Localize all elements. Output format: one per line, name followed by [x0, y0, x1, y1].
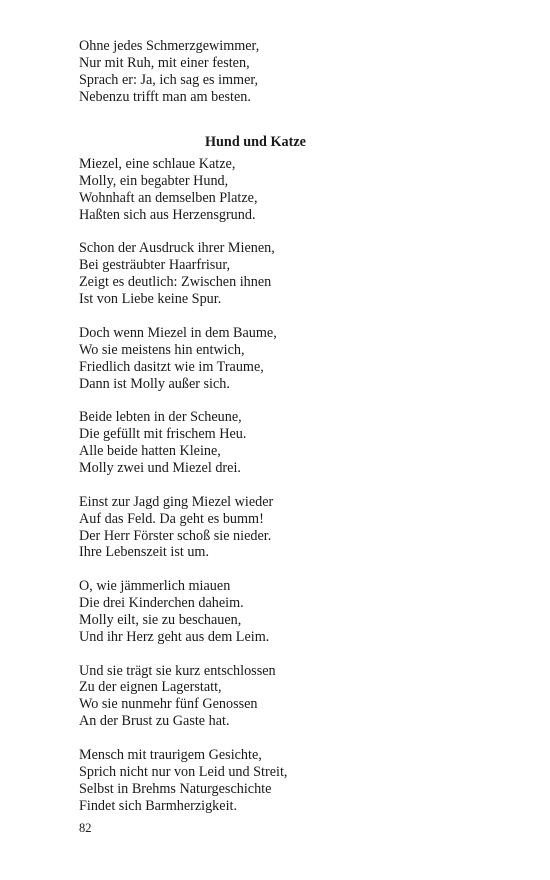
stanza-gap [79, 308, 379, 325]
verse-line: Findet sich Barmherzigkeit. [79, 797, 237, 814]
verse-line: Einst zur Jagd ging Miezel wieder [79, 493, 274, 510]
verse-line: Ist von Liebe keine Spur. [79, 291, 222, 308]
verse-line: Nur mit Ruh, mit einer festen, [79, 54, 250, 71]
verse-line: Und ihr Herz geht aus dem Leim. [79, 628, 270, 645]
verse-line: Sprich nicht nur von Leid und Streit, [79, 763, 288, 780]
stanza [79, 409, 379, 477]
verse-line: Sprach er: Ja, ich sag es immer, [79, 71, 259, 88]
verse-line: Die drei Kinderchen daheim. [79, 595, 244, 612]
stanza [79, 578, 379, 646]
stanza [79, 494, 379, 562]
verse-line: Molly, ein begabter Hund, [79, 172, 229, 189]
verse-line: Haßten sich aus Herzensgrund. [79, 206, 256, 223]
verse-line: Der Herr Förster schoß sie nieder. [79, 527, 272, 544]
verse-line: Molly eilt, sie zu beschauen, [79, 611, 242, 628]
intro-stanza [79, 38, 379, 106]
stanza-gap [79, 392, 379, 409]
verse-line: Molly zwei und Miezel drei. [79, 459, 241, 476]
stanza-gap [79, 730, 379, 747]
verse-line: Auf das Feld. Da geht es bumm! [79, 510, 264, 527]
stanza [79, 663, 379, 731]
verse-line: Alle beide hatten Kleine, [79, 443, 221, 460]
verse-line: Miezel, eine schlaue Katze, [79, 156, 236, 172]
verse-line: Nebenzu trifft man am besten. [79, 88, 251, 105]
verse-line: Bei gesträubter Haarfrisur, [79, 257, 231, 274]
verse-line: Beide lebten in der Scheune, [79, 409, 242, 426]
verse-line: Zeigt es deutlich: Zwischen ihnen [79, 274, 272, 291]
verse-line: Wo sie nunmehr fünf Genossen [79, 696, 258, 713]
verse-line: Die gefüllt mit frischem Heu. [79, 426, 247, 443]
verse-line: Selbst in Brehms Naturgeschichte [79, 780, 272, 797]
stanza-gap [79, 561, 379, 578]
verse-line: Doch wenn Miezel in dem Baume, [79, 324, 277, 341]
verse-line: O, wie jämmerlich miauen [79, 578, 231, 595]
stanza [79, 156, 379, 224]
verse-line: Wo sie meistens hin entwich, [79, 341, 245, 358]
verse-line: Ohne jedes Schmerzgewimmer, [79, 38, 260, 54]
stanza-gap [79, 646, 379, 663]
stanza [79, 240, 379, 308]
verse-line: Dann ist Molly außer sich. [79, 375, 230, 392]
verse-line: Und sie trägt sie kurz entschlossen [79, 662, 276, 679]
stanza-gap [79, 477, 379, 494]
verse-line: Schon der Ausdruck ihrer Mienen, [79, 240, 275, 257]
stanza [79, 325, 379, 393]
verse-line: Ihre Lebenszeit ist um. [79, 544, 210, 561]
verse-line: Zu der eignen Lagerstatt, [79, 679, 222, 696]
stanza-gap [79, 224, 379, 241]
verse-line: Friedlich dasitzt wie im Traume, [79, 358, 264, 375]
verse-line: Wohnhaft an demselben Platze, [79, 189, 258, 206]
poem-title: Hund und Katze [205, 134, 306, 150]
verse-line: An der Brust zu Gaste hat. [79, 713, 230, 730]
verse-line: Mensch mit traurigem Gesichte, [79, 746, 262, 763]
page-number: 82 [79, 821, 92, 835]
poem-body [79, 156, 379, 815]
stanza [79, 747, 379, 815]
